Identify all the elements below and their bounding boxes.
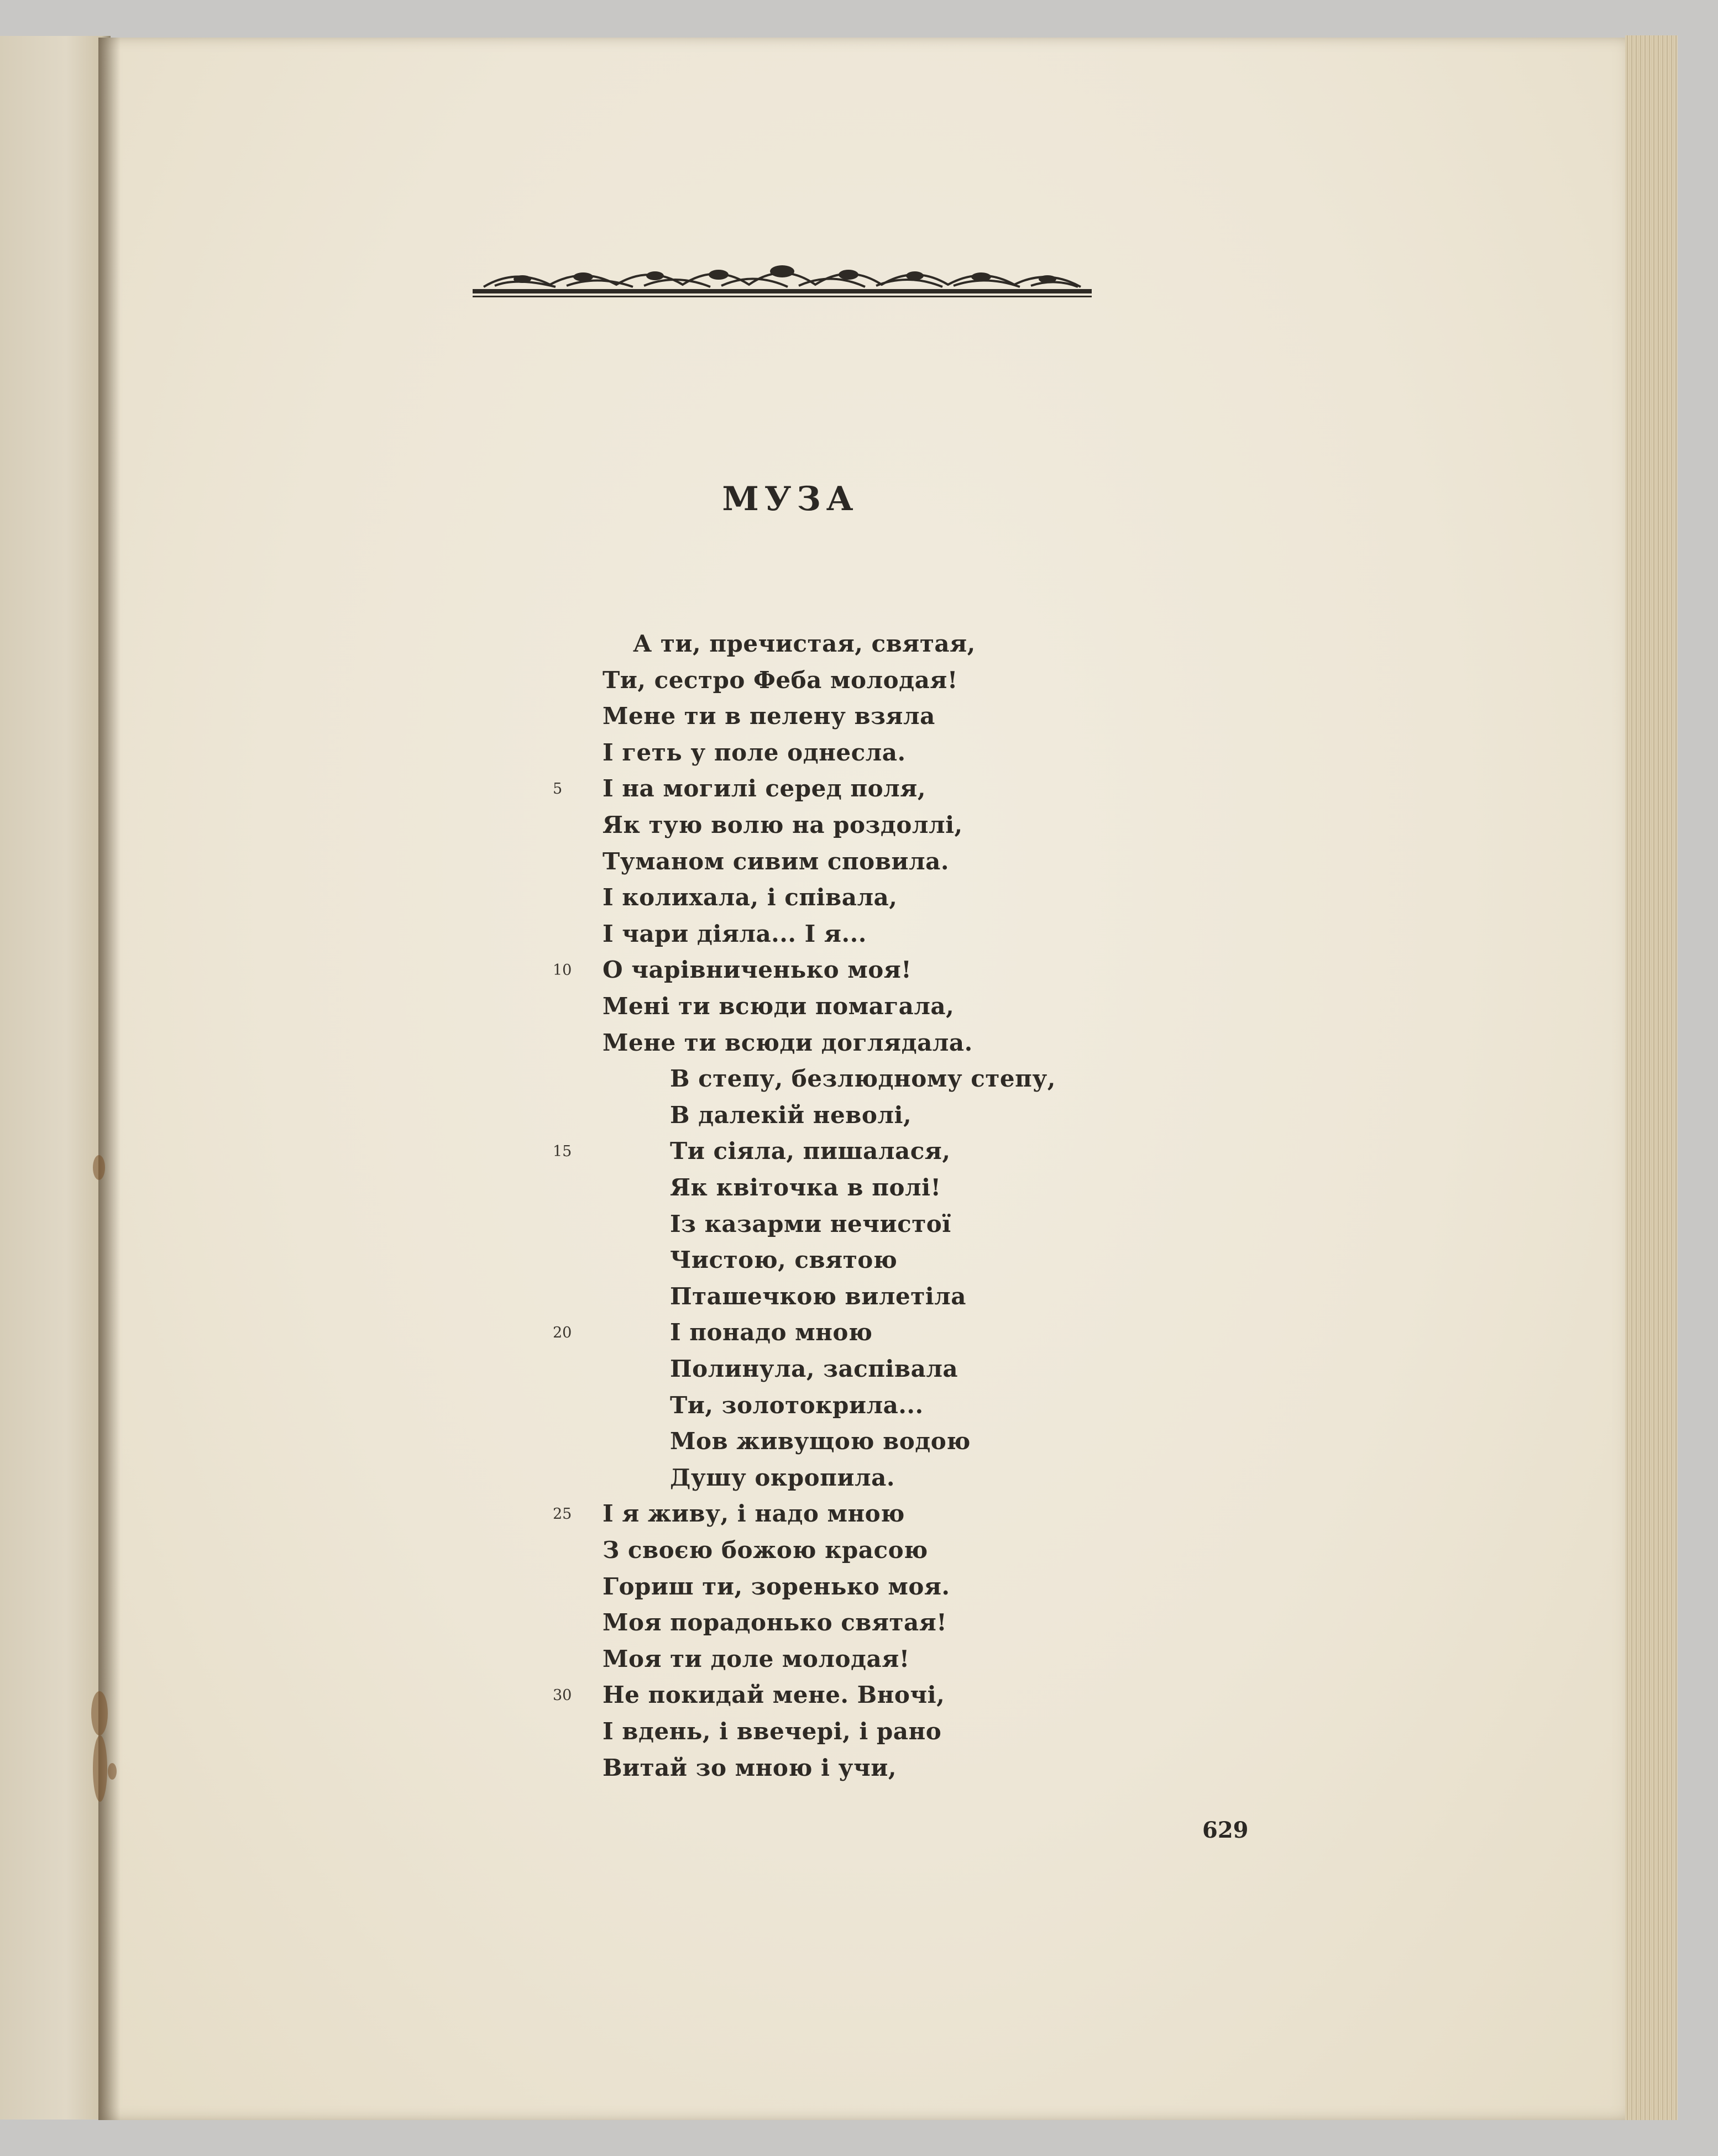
line-number: 25: [553, 1505, 572, 1523]
poem-line: Моя ти доле молодая!: [603, 1645, 910, 1672]
line-number: 10: [553, 962, 572, 979]
poem-line: Туманом сивим сповила.: [603, 847, 949, 875]
poem-line: І колихала, і співала,: [603, 884, 898, 911]
poem-line: Витай зо мною і учи,: [603, 1754, 897, 1781]
poem-line: Душу окропила.: [670, 1463, 895, 1491]
left-facing-page: [0, 36, 111, 2120]
poem-line: Як квіточка в полі!: [670, 1174, 941, 1201]
poem-line: Як тую волю на роздоллі,: [603, 811, 963, 838]
poem-line: Гориш ти, зоренько моя.: [603, 1572, 950, 1600]
poem-line: І на могилі серед поля,: [603, 775, 926, 802]
poem-line: О чарівниченько моя!: [603, 956, 912, 984]
poem-line: Ти сіяла, пишалася,: [670, 1137, 951, 1165]
stain-mark: [91, 1691, 108, 1735]
poem-line: Пташечкою вилетіла: [670, 1282, 967, 1310]
poem-line: Полинула, заспівала: [670, 1355, 958, 1382]
poem-line: Мене ти в пелену взяла: [603, 702, 935, 730]
poem-line: Моя порадонько святая!: [603, 1609, 947, 1636]
poem-title: МУЗА: [722, 480, 859, 518]
poem-line: Мені ти всюди помагала,: [603, 993, 955, 1020]
poem-line: В далекій неволі,: [670, 1101, 912, 1129]
poem-line: В степу, безлюдному степу,: [670, 1065, 1056, 1093]
poem-line: Ти, золотокрила...: [670, 1391, 924, 1419]
decorative-ornament-icon: [473, 263, 1092, 301]
line-number: 20: [553, 1324, 572, 1342]
poem-line: Не покидай мене. Вночі,: [603, 1681, 945, 1709]
poem-line: Мов живущою водою: [670, 1428, 971, 1455]
poem-line: І понадо мною: [670, 1319, 873, 1346]
poem-line: Мене ти всюди доглядала.: [603, 1029, 973, 1056]
poem-line: З своєю божою красою: [603, 1536, 928, 1564]
stain-mark: [93, 1155, 105, 1180]
binding-shadow: [98, 38, 121, 2120]
line-number: 5: [553, 780, 563, 798]
stain-mark: [108, 1763, 117, 1780]
line-number: 30: [553, 1687, 572, 1704]
poem-line: Із казарми нечистої: [670, 1210, 951, 1237]
line-number: 15: [553, 1143, 572, 1161]
poem-line: А ти, пречистая, святая,: [633, 630, 976, 657]
page-number: 629: [1202, 1817, 1249, 1843]
poem-line: І вдень, і ввечері, і рано: [603, 1718, 942, 1745]
page-edges: [1625, 35, 1678, 2120]
poem-line: І чари діяла... І я...: [603, 920, 867, 947]
poem-line: І геть у поле однесла.: [603, 738, 906, 766]
poem-line: Чистою, святою: [670, 1246, 898, 1274]
poem-line: Ти, сестро Феба молодая!: [603, 666, 958, 694]
stain-mark: [93, 1735, 107, 1802]
poem-line: І я живу, і надо мною: [603, 1500, 905, 1528]
